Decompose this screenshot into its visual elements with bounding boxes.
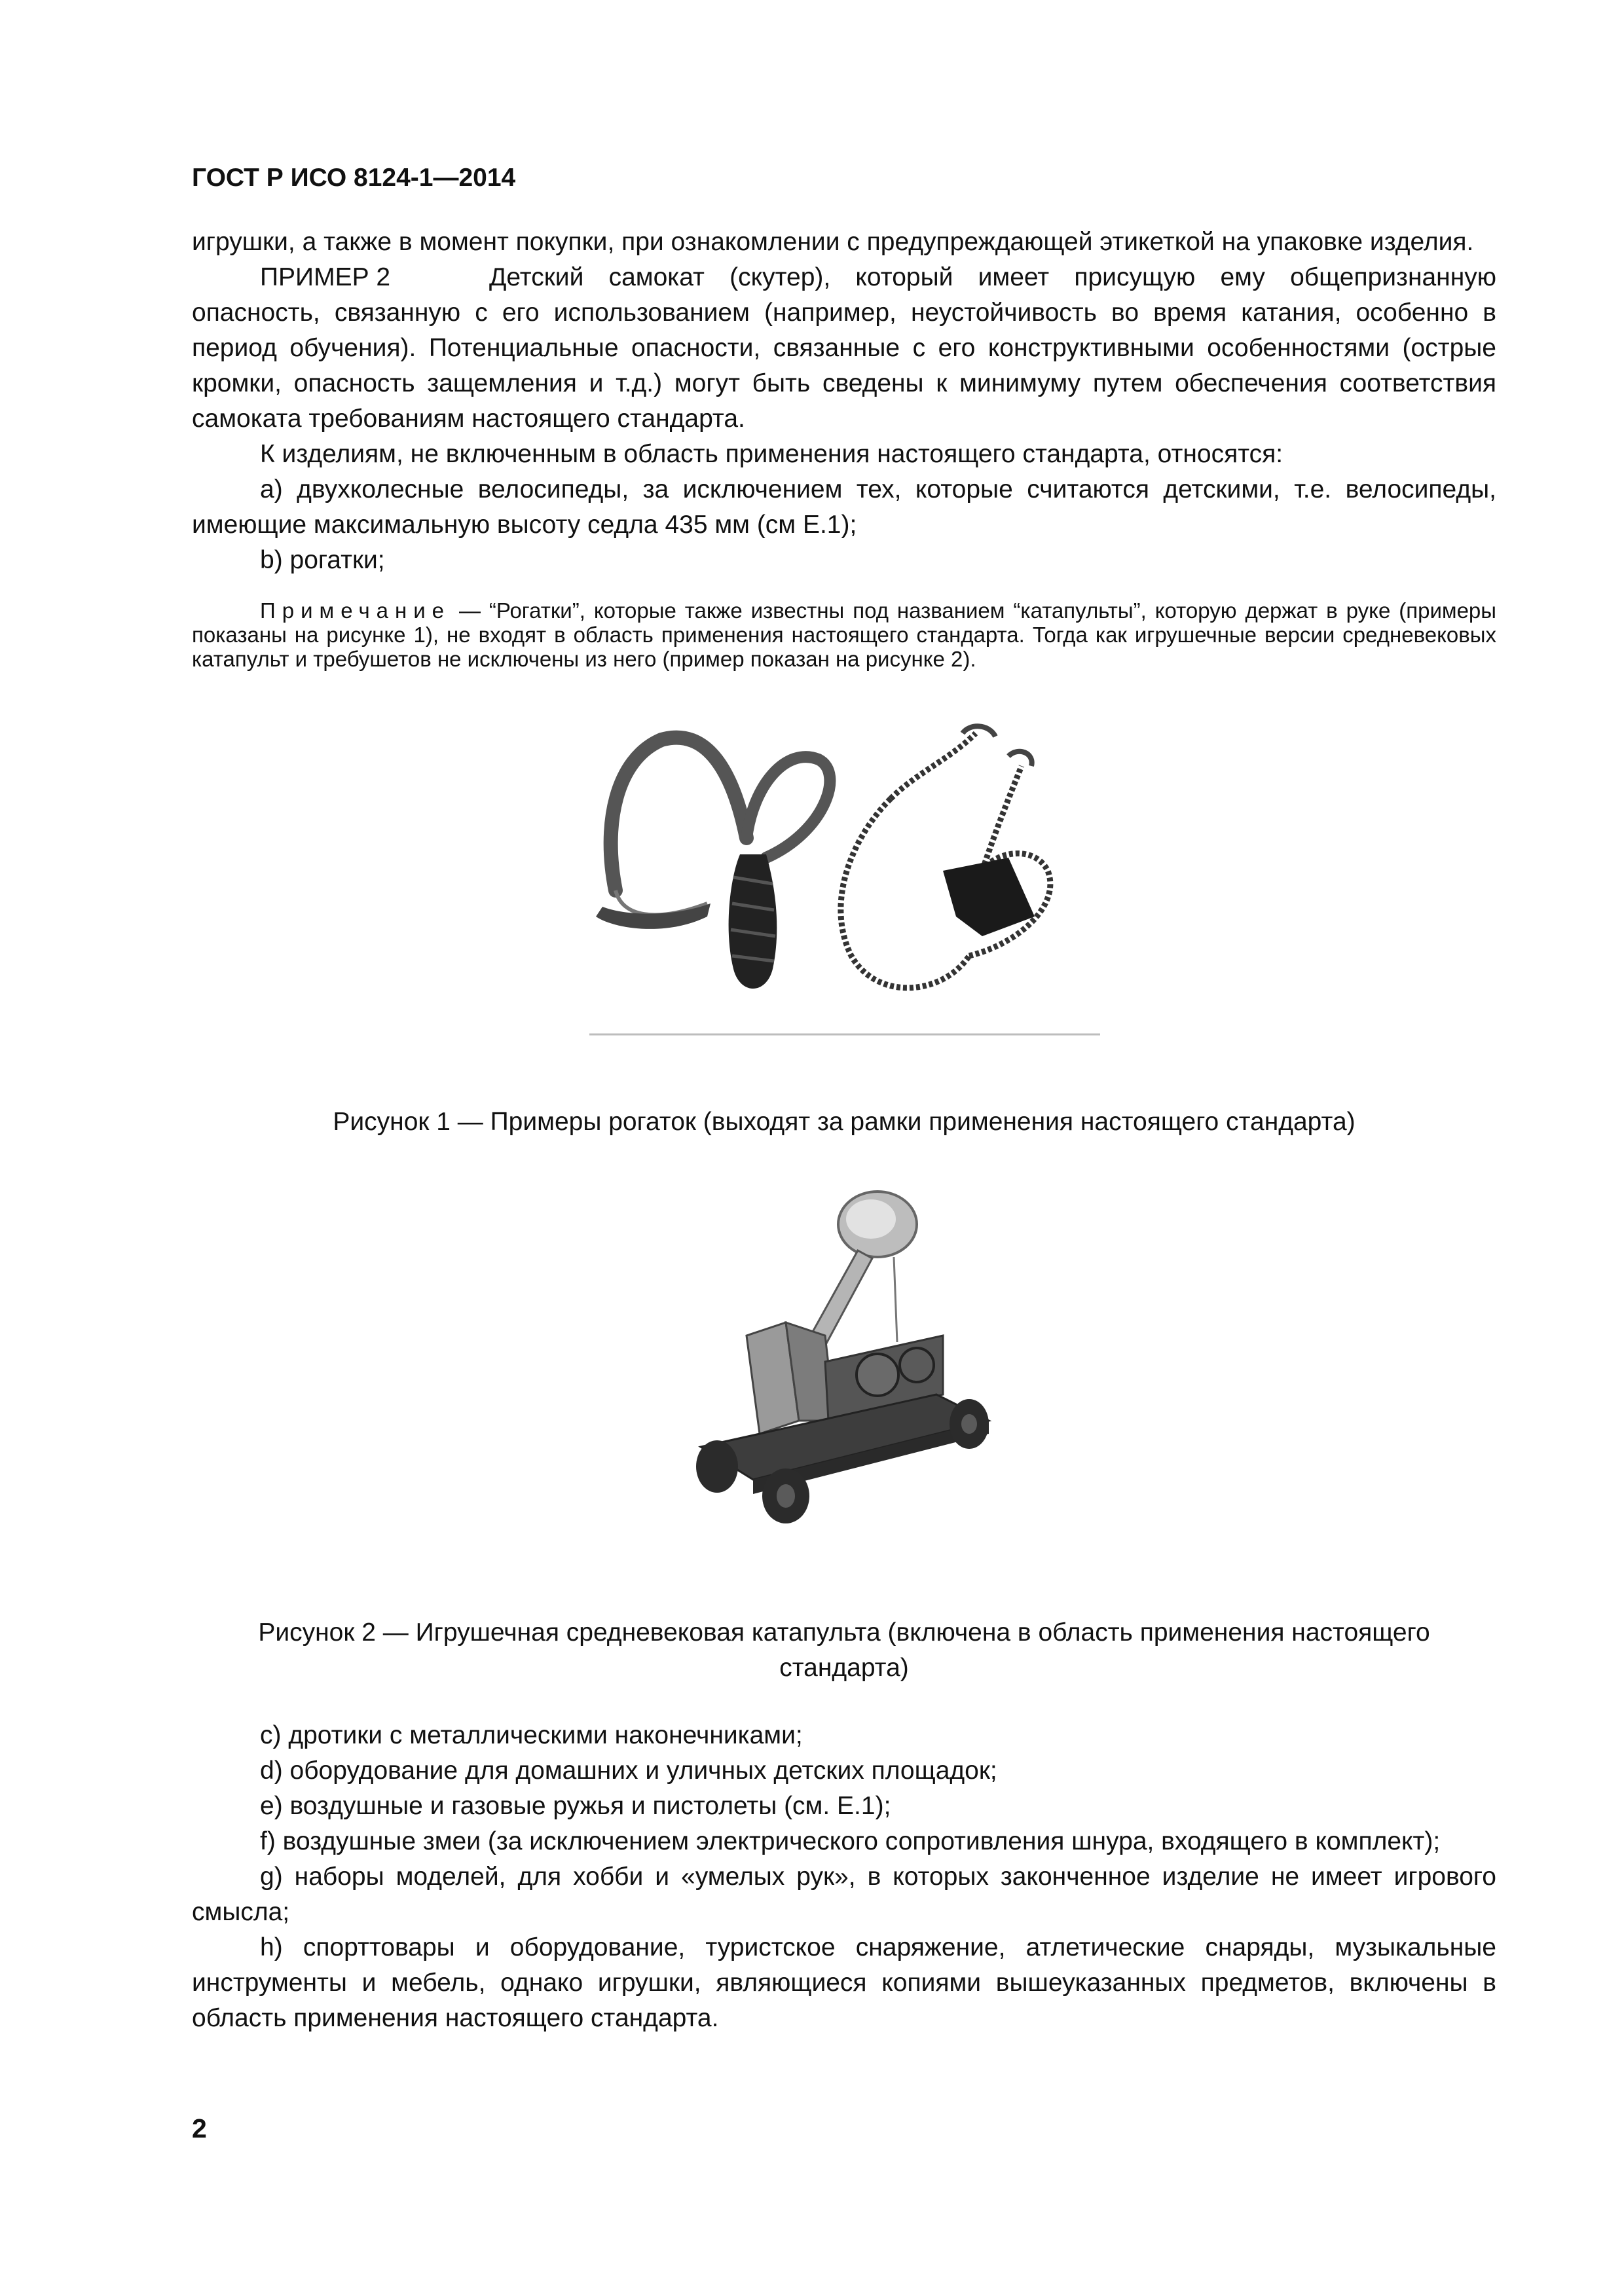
paragraph-continuation: игрушки, а также в момент покупки, при ознакомлении с предупреждающей этикеткой на упаковке изделия.: [192, 228, 1474, 256]
figure-2-toy-catapult-image: [661, 1172, 1028, 1525]
list-item-a: a) двухколесные велосипеды, за исключением тех, которые считаются детскими, т.е. велосипеды, имеющие максимальную высоту седла 435 мм (см Е.1);: [192, 475, 1496, 539]
figure-1-caption: Рисунок 1 — Примеры рогаток (выходят за рамки применения настоящего стандарта): [333, 1108, 1356, 1136]
figure-2-caption: Рисунок 2 — Игрушечная средневековая катапульта (включена в область применения настоящего стандарта): [258, 1618, 1430, 1682]
note-paragraph: [192, 598, 1496, 671]
slingshot-with-handle-illustration: [596, 738, 830, 989]
page-header-standard-title: ГОСТ Р ИСО 8124-1—2014: [192, 164, 516, 192]
example-text: Детский самокат (скутер), который имеет присущую ему общепризнанную опасность, связанную с его использованием (например, неустойчивость во время катания, особенно в период обучения). Потенциальные опасности, связанные с его конструктивными особенностями (острые кромки, опасность защемления и т.д.) могут быть сведены к минимуму путем обеспечения соответствия самоката требованиям настоящего стандарта.: [192, 263, 1496, 433]
figure-1-slingshots-image: [576, 720, 1113, 1061]
example-2-paragraph: [192, 260, 1496, 437]
note-block: [192, 598, 1496, 671]
toy-catapult-illustration: [696, 1192, 989, 1523]
list-item-g: g) наборы моделей, для хобби и «умелых рук», в которых законченное изделие не имеет игрового смысла;: [192, 1863, 1496, 1926]
bottom-list-block: [192, 1718, 1496, 2036]
list-item-b: b) рогатки;: [260, 546, 385, 574]
list-item-d: d) оборудование для домашних и уличных детских площадок;: [260, 1757, 997, 1785]
example-label: ПРИМЕР 2: [260, 263, 391, 291]
top-text-block: [192, 225, 1496, 578]
excluded-products-intro: К изделиям, не включенным в область применения настоящего стандарта, относятся:: [260, 440, 1283, 468]
sling-with-cords-illustration: [841, 726, 1050, 988]
list-item-e: e) воздушные и газовые ружья и пистолеты (см. Е.1);: [260, 1792, 891, 1820]
list-item-c: c) дротики с металлическими наконечниками;: [260, 1721, 803, 1749]
list-item-h: h) спорттовары и оборудование, туристское снаряжение, атлетические снаряды, музыкальные инструменты и мебель, однако игрушки, являющиеся копиями вышеуказанных предметов, включены в область применения настоящего стандарта.: [192, 1933, 1496, 2032]
note-label: Примечание: [260, 598, 451, 623]
note-text: — “Рогатки”, которые также известны под названием “катапульты”, которую держат в руке (примеры показаны на рисунке 1), не входят в область применения настоящего стандарта. Тогда как игрушечные версии средневековых катапульт и требушетов не исключены из него (пример показан на рисунке 2).: [192, 598, 1496, 671]
page-number: 2: [192, 2113, 207, 2143]
list-item-f: f) воздушные змеи (за исключением электрического сопротивления шнура, входящего в комплект);: [260, 1827, 1441, 1855]
